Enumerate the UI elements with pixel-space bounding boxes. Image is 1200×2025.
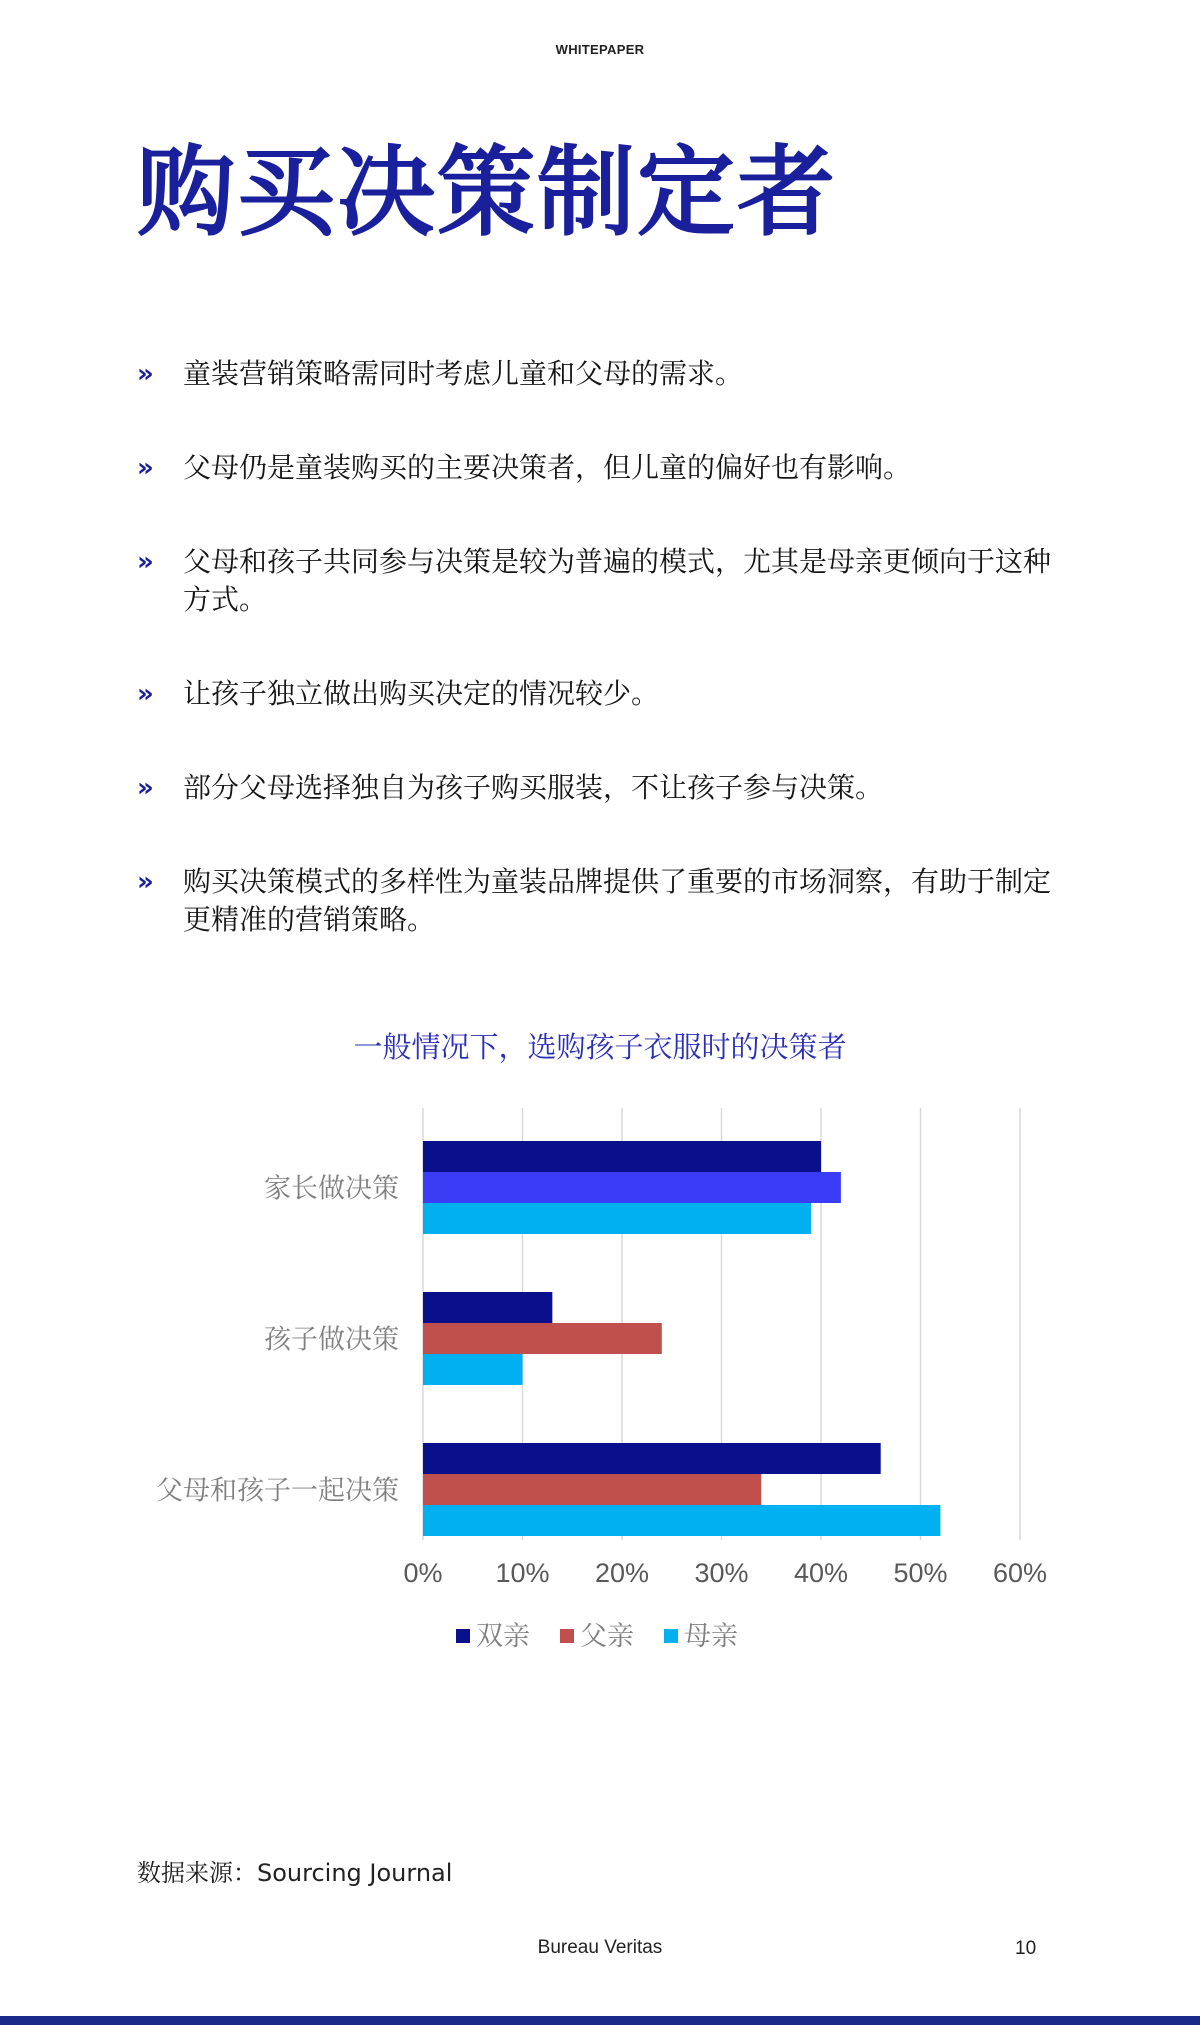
bar-父亲-0 bbox=[423, 1172, 841, 1203]
x-tick-label: 10% bbox=[495, 1558, 550, 1588]
bullet-list bbox=[137, 355, 1077, 939]
legend-swatch-父亲 bbox=[560, 1629, 574, 1643]
bullet-item bbox=[137, 355, 1077, 393]
bar-母亲-0 bbox=[423, 1203, 811, 1234]
x-tick-label: 30% bbox=[694, 1558, 749, 1588]
x-tick-label: 40% bbox=[793, 1558, 849, 1588]
header-label: WHITEPAPER bbox=[555, 42, 645, 57]
bottom-bar bbox=[0, 2016, 1200, 2025]
bullet-marker-icon: » bbox=[137, 453, 154, 483]
bar-双亲-2 bbox=[423, 1443, 881, 1474]
bullet-marker-icon: » bbox=[137, 359, 154, 389]
bullet-text: 童装营销策略需同时考虑儿童和父母的需求。 bbox=[183, 357, 744, 390]
bullet-text: 购买决策模式的多样性为童装品牌提供了重要的市场洞察，有助于制定更精准的营销策略。 bbox=[183, 865, 1052, 936]
data-source: 数据来源：Sourcing Journal bbox=[137, 1859, 453, 1887]
bar-父亲-1 bbox=[423, 1323, 662, 1354]
bar-双亲-0 bbox=[423, 1141, 821, 1172]
bullet-item bbox=[137, 769, 1077, 807]
bullet-text: 父母和孩子共同参与决策是较为普遍的模式，尤其是母亲更倾向于这种方式。 bbox=[183, 545, 1052, 616]
legend-label: 双亲 bbox=[476, 1621, 530, 1652]
bullet-text: 父母仍是童装购买的主要决策者，但儿童的偏好也有影响。 bbox=[183, 451, 912, 484]
bar-父亲-2 bbox=[423, 1474, 761, 1505]
x-tick-label: 20% bbox=[594, 1558, 650, 1588]
legend-label: 母亲 bbox=[684, 1621, 738, 1652]
x-tick-label: 50% bbox=[893, 1558, 948, 1588]
page-title: 购买决策制定者 bbox=[137, 136, 838, 250]
x-tick-label: 60% bbox=[992, 1558, 1048, 1588]
bullet-marker-icon: » bbox=[137, 679, 154, 709]
x-tick-label: 0% bbox=[403, 1558, 443, 1588]
legend-label: 父亲 bbox=[580, 1621, 634, 1652]
bullet-text: 让孩子独立做出购买决定的情况较少。 bbox=[183, 677, 660, 710]
footer-brand: Bureau Veritas bbox=[537, 1937, 663, 1958]
bullet-item bbox=[137, 863, 1077, 939]
bullet-item bbox=[137, 675, 1077, 713]
bar-chart bbox=[0, 1090, 1200, 1690]
bullet-marker-icon: » bbox=[137, 867, 154, 897]
bullet-item bbox=[137, 449, 1077, 487]
bullet-text: 部分父母选择独自为孩子购买服装，不让孩子参与决策。 bbox=[183, 771, 884, 804]
bullet-marker-icon: » bbox=[137, 547, 154, 577]
bullet-marker-icon: » bbox=[137, 773, 154, 803]
legend-swatch-母亲 bbox=[664, 1629, 678, 1643]
category-label: 孩子做决策 bbox=[264, 1324, 399, 1356]
bar-母亲-2 bbox=[423, 1505, 940, 1536]
page-number: 10 bbox=[1015, 1938, 1037, 1959]
category-label: 家长做决策 bbox=[264, 1173, 399, 1205]
bar-母亲-1 bbox=[423, 1354, 523, 1385]
bullet-item bbox=[137, 543, 1077, 619]
chart-title: 一般情况下，选购孩子衣服时的决策者 bbox=[353, 1030, 847, 1064]
category-label: 父母和孩子一起决策 bbox=[156, 1475, 399, 1507]
bar-双亲-1 bbox=[423, 1292, 552, 1323]
legend-swatch-双亲 bbox=[456, 1629, 470, 1643]
